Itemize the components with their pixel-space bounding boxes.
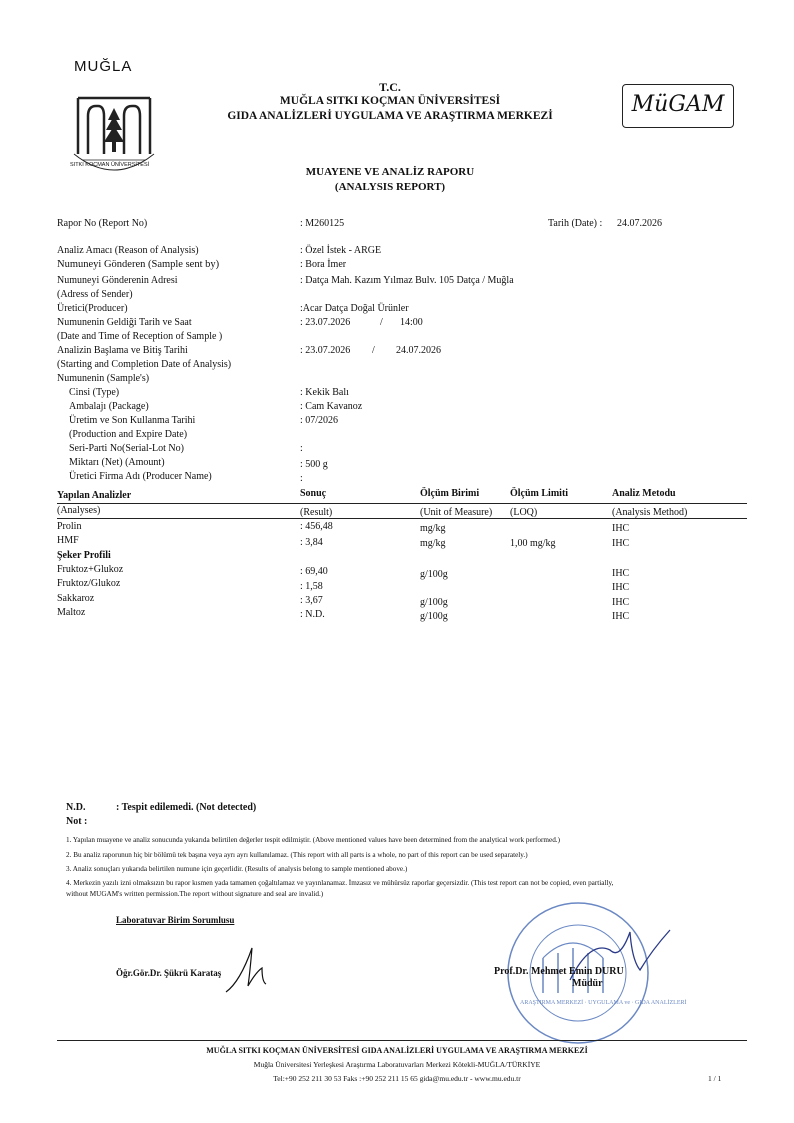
header-tc: T.C.: [379, 80, 401, 94]
lab-responsible-title: Laboratuvar Birim Sorumlusu: [116, 915, 235, 925]
production-label: Üretim ve Son Kullanma Tarihi: [69, 415, 196, 426]
producer-label: Üretici(Producer): [57, 303, 128, 314]
report-date-value: 24.07.2026: [617, 218, 662, 229]
address-label-en: (Adress of Sender): [57, 289, 133, 300]
producer-value: :Acar Datça Doğal Ürünler: [300, 303, 409, 314]
package-label: Ambalajı (Package): [69, 401, 149, 412]
row-method: IHC: [612, 611, 630, 622]
footer-line-2: Muğla Üniversitesi Yerleşkesi Araştırma Laboratuvarları Merkezi Kötekli-MUĞLA/TÜRKİYE: [253, 1060, 541, 1069]
row-method: IHC: [612, 582, 630, 593]
firm-value: :: [300, 473, 303, 484]
sender-value: : Bora İmer: [300, 259, 347, 270]
purpose-label: Analiz Amacı (Reason of Analysis): [57, 245, 199, 256]
row-unit: mg/kg: [420, 538, 446, 549]
analysis-date-label: Analizin Başlama ve Bitiş Tarihi: [57, 345, 188, 356]
production-value: : 07/2026: [300, 415, 339, 426]
mugam-logo: [622, 84, 734, 128]
row-result: : 456,48: [300, 521, 333, 532]
table-rule-bottom: [57, 518, 747, 519]
row-method: IHC: [612, 597, 630, 608]
mugam-logo-text: MüGAM: [631, 92, 725, 117]
analysis-end: 24.07.2026: [396, 345, 441, 356]
row-result: : 3,84: [300, 537, 323, 548]
type-label: Cinsi (Type): [69, 387, 120, 398]
report-title-en: (ANALYSIS REPORT): [334, 181, 446, 193]
note-4-cont: without MUGAM's written permission.The report without signature and seal are invalid.): [66, 890, 324, 898]
row-result: : 69,40: [300, 566, 328, 577]
lab-signature: [222, 942, 282, 1002]
row-unit: g/100g: [420, 597, 448, 608]
row-name: HMF: [57, 535, 79, 546]
header-university: MUĞLA SITKI KOÇMAN ÜNİVERSİTESİ: [279, 95, 501, 107]
th-loq-en: (LOQ): [510, 507, 538, 518]
note-4: 4. Merkezin yazılı izni olmaksızın bu rapor kısmen yada tamamen çoğaltılamaz ve yayınlanamaz. İmzasız ve mühürsüz raporlar geçersizdir. (This test report can not be copied, even partially,: [66, 879, 614, 887]
row-unit: g/100g: [420, 569, 448, 580]
firm-label: Üretici Firma Adı (Producer Name): [69, 471, 212, 482]
row-unit: mg/kg: [420, 523, 446, 534]
analysis-start: : 23.07.2026: [300, 345, 351, 356]
row-name: Prolin: [57, 521, 82, 532]
note-1: 1. Yapılan muayene ve analiz sonucunda yukarıda belirtilen değerler tespit edilmiştir. (Above mentioned values have been determined from the analytical work performed.): [66, 836, 560, 844]
arrival-time: 14:00: [400, 317, 423, 328]
row-method: IHC: [612, 538, 630, 549]
amount-label: Miktarı (Net) (Amount): [69, 457, 165, 468]
row-method: IHC: [612, 568, 630, 579]
director-name: Prof.Dr. Mehmet Emin DURU: [494, 966, 624, 977]
production-label-en: (Production and Expire Date): [69, 429, 188, 440]
row-name: Fruktoz/Glukoz: [57, 578, 121, 589]
th-result-en: (Result): [300, 507, 333, 518]
lab-responsible-name: Öğr.Gör.Dr. Şükrü Karataş: [116, 968, 222, 978]
row-unit: g/100g: [420, 611, 448, 622]
report-no-label: Rapor No (Report No): [57, 218, 148, 229]
th-analyses: Yapılan Analizler: [57, 490, 132, 501]
logo-ring-text: SITKI KOÇMAN ÜNİVERSİTESİ: [70, 162, 150, 168]
page-number: 1 / 1: [708, 1074, 722, 1083]
not-label: Not :: [66, 816, 88, 827]
table-rule-top: [57, 503, 747, 504]
row-loq: 1,00 mg/kg: [510, 538, 556, 549]
row-name: Sakkaroz: [57, 593, 95, 604]
purpose-value: : Özel İstek - ARGE: [300, 245, 382, 256]
report-no-value: : M260125: [300, 218, 345, 229]
th-loq: Ölçüm Limiti: [510, 488, 569, 499]
logo-name: MUĞLA: [74, 58, 133, 75]
th-unit: Ölçüm Birimi: [420, 488, 480, 499]
th-analyses-en: (Analyses): [57, 505, 101, 516]
director-title: Müdür: [572, 978, 603, 989]
arrival-label-en: (Date and Time of Reception of Sample ): [57, 331, 223, 342]
th-unit-en: (Unit of Measure): [420, 507, 493, 518]
note-3: 3. Analiz sonuçları yukarıda belirtilen numune için geçerlidir. (Results of analysis belong to sample mentioned above.): [66, 865, 408, 873]
seal-text: ARAŞTIRMA MERKEZİ · UYGULAMA ve · GIDA ANALİZLERİ: [520, 1000, 687, 1006]
row-name: Fruktoz+Glukoz: [57, 564, 124, 575]
type-value: : Kekik Balı: [300, 387, 349, 398]
nd-key: N.D.: [66, 802, 86, 813]
report-title: MUAYENE VE ANALİZ RAPORU: [305, 166, 475, 178]
sample-label: Numunenin (Sample's): [57, 373, 150, 384]
address-label: Numuneyi Gönderenin Adresi: [57, 275, 178, 286]
th-method: Analiz Metodu: [612, 488, 676, 499]
row-name: Maltoz: [57, 607, 86, 618]
lot-value: :: [300, 443, 303, 454]
note-2: 2. Bu analiz raporunun hiç bir bölümü tek başına veya ayrı ayrı kullanılamaz. (This report with all parts is a whole, no part of this report can be used separately.): [66, 851, 528, 859]
arrival-label: Numunenin Geldiği Tarih ve Saat: [57, 317, 192, 328]
row-result: : N.D.: [300, 609, 325, 620]
package-value: : Cam Kavanoz: [300, 401, 363, 412]
section-name: Şeker Profili: [57, 550, 111, 561]
header-center: GIDA ANALİZLERİ UYGULAMA VE ARAŞTIRMA MERKEZİ: [227, 110, 553, 122]
address-value: : Datça Mah. Kazım Yılmaz Bulv. 105 Datça / Muğla: [300, 275, 514, 286]
th-method-en: (Analysis Method): [612, 507, 688, 518]
th-result: Sonuç: [300, 488, 327, 499]
footer-line-3: Tel:+90 252 211 30 53 Faks :+90 252 211 15 65 gida@mu.edu.tr - www.mu.edu.tr: [273, 1074, 521, 1083]
logo-emblem: [64, 76, 164, 186]
footer-rule: [57, 1040, 747, 1041]
nd-value: : Tespit edilemedi. (Not detected): [116, 802, 257, 813]
university-logo: [64, 58, 164, 178]
arrival-sep: /: [380, 317, 383, 328]
lot-label: Seri-Parti No(Serial-Lot No): [69, 443, 184, 454]
row-method: IHC: [612, 523, 630, 534]
report-date-label: Tarih (Date) :: [548, 218, 603, 229]
row-result: : 3,67: [300, 595, 323, 606]
arrival-date: : 23.07.2026: [300, 317, 351, 328]
amount-value: : 500 g: [300, 459, 328, 470]
footer-line-1: MUĞLA SITKI KOÇMAN ÜNİVERSİTESİ GIDA ANALİZLERİ UYGULAMA VE ARAŞTIRMA MERKEZİ: [206, 1046, 588, 1055]
row-result: : 1,58: [300, 581, 323, 592]
sender-label: Numuneyi Gönderen (Sample sent by): [57, 259, 220, 270]
analysis-date-label-en: (Starting and Completion Date of Analysis): [57, 359, 232, 370]
analysis-sep: /: [372, 345, 375, 356]
